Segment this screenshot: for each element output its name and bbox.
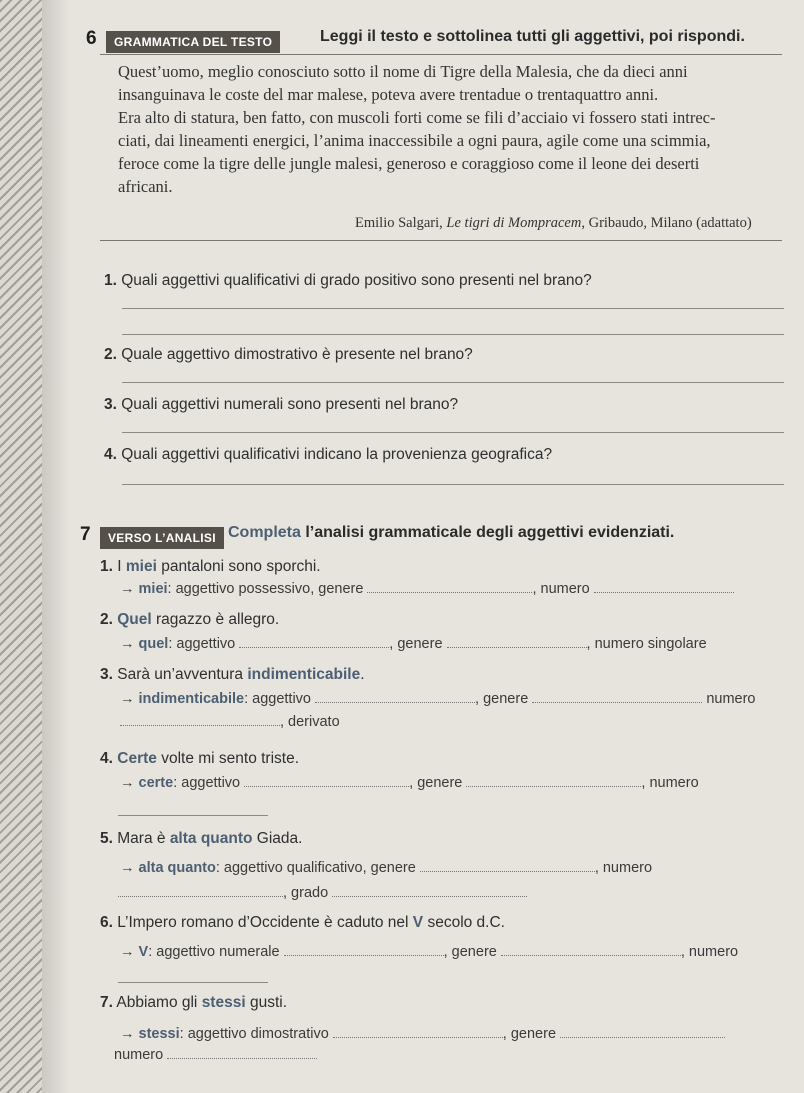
item-3-answer: → indimenticabile: aggettivo , genere numero [120,691,756,707]
answer-line[interactable] [118,982,268,983]
item-5-sentence: 5. Mara è alta quanto Giada. [100,830,303,847]
answer-line[interactable] [122,308,784,309]
item-5-answer: → alta quanto: aggettivo qualificativo, genere , numero [120,860,653,876]
exercise-6-instruction: Leggi il testo e sottolinea tutti gli aggettivi, poi rispondi. [320,28,745,45]
answer-line[interactable] [122,484,784,485]
passage-line: ciati, dai lineamenti energici, l’anima inaccessibile a ogni paura, agile come una scimmia, [118,131,711,150]
blank-field[interactable] [332,884,527,897]
question-2: 2. Quale aggettivo dimostrativo è presente nel brano? [104,346,473,363]
question-3: 3. Quali aggettivi numerali sono presenti nel brano? [104,396,459,413]
passage-line: africani. [118,177,173,196]
exercise-6-tag: GRAMMATICA DEL TESTO [106,31,280,53]
blank-field[interactable] [284,943,444,956]
passage-line: Era alto di statura, ben fatto, con muscoli forti come se fili d’acciaio vi fossero stati intrec- [118,108,716,127]
answer-line[interactable] [122,334,784,335]
item-4-sentence: 4. Certe volte mi sento triste. [100,750,300,767]
answer-line[interactable] [118,815,268,816]
item-6-answer: → V: aggettivo numerale , genere , numero [120,944,739,960]
passage-rule [100,240,782,241]
item-4-answer: → certe: aggettivo , genere , numero [120,775,699,791]
passage-line: insanguinava le coste del mar malese, poteva avere trentadue o trentaquattro anni. [118,85,659,104]
exercise-7-tag: VERSO L’ANALISI [100,527,224,549]
item-7-answer: → stessi: aggettivo dimostrativo , genere [120,1025,725,1042]
blank-field[interactable] [466,774,641,787]
question-1: 1. Quali aggettivi qualificativi di grado positivo sono presenti nel brano? [104,272,592,289]
item-5-answer-cont: , grado [118,884,527,901]
blank-field[interactable] [532,690,702,703]
blank-field[interactable] [239,635,389,648]
blank-field[interactable] [333,1025,503,1038]
blank-field[interactable] [315,690,475,703]
exercise-7-instruction: Completa l’analisi grammaticale degli aggettivi evidenziati. [228,524,675,541]
blank-field[interactable] [501,943,681,956]
blank-field[interactable] [367,580,532,593]
item-7-answer-cont: numero [114,1046,317,1063]
header-rule [100,54,782,55]
passage-credit [355,215,752,232]
passage-line: feroce come la tigre delle jungle malesi, generoso e coraggioso come il leone dei deserti [118,154,700,173]
blank-field[interactable] [420,859,595,872]
item-1-answer: → miei: aggettivo possessivo, genere , numero [120,580,734,597]
credit-title: Le tigri di Mompracem [446,215,582,231]
item-2-sentence: 2. Quel ragazzo è allegro. [100,611,280,628]
item-6-sentence: 6. L’Impero romano d’Occidente è caduto nel V secolo d.C. [100,914,505,931]
credit-author: Emilio Salgari, [355,215,443,231]
blank-field[interactable] [594,580,734,593]
exercise-6-number: 6 [86,28,97,49]
blank-field[interactable] [447,635,587,648]
item-3-sentence: 3. Sarà un’avventura indimenticabile. [100,666,365,683]
blank-field[interactable] [120,713,280,726]
answer-line[interactable] [122,432,784,433]
blank-field[interactable] [244,774,409,787]
answer-line[interactable] [122,382,784,383]
item-3-answer-cont: , derivato [120,713,340,730]
item-7-sentence: 7. Abbiamo gli stessi gusti. [100,994,287,1011]
exercise-7-number: 7 [80,524,91,545]
blank-field[interactable] [560,1025,725,1038]
blank-field[interactable] [167,1046,317,1059]
item-1-sentence: 1. I miei pantaloni sono sporchi. [100,558,321,575]
passage-line: Quest’uomo, meglio conosciuto sotto il nome di Tigre della Malesia, che da dieci anni [118,62,688,81]
item-2-answer: → quel: aggettivo , genere , numero singolare [120,636,707,652]
credit-publisher: , Gribaudo, Milano (adattato) [581,215,752,231]
question-4: 4. Quali aggettivi qualificativi indicano la provenienza geografica? [104,446,553,463]
passage [118,60,715,198]
blank-field[interactable] [118,884,283,897]
